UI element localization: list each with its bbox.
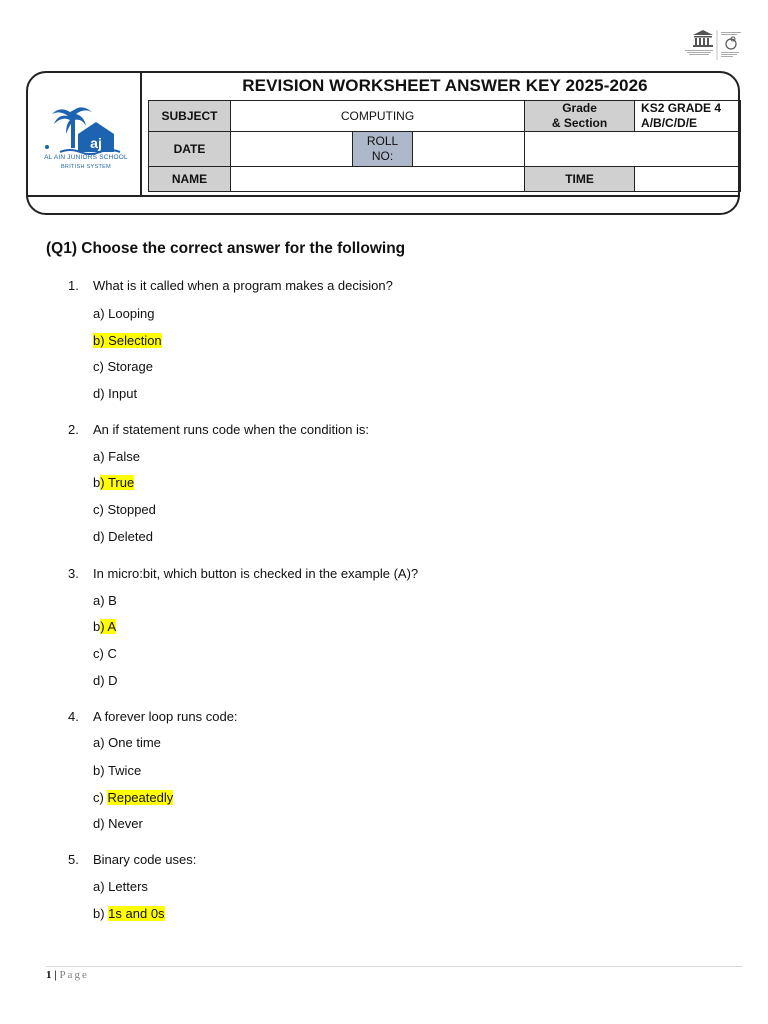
correct-answer-highlight: ) A [100, 619, 117, 634]
question-text: In micro:bit, which button is checked in the example (A)? [93, 566, 419, 581]
option-b [93, 763, 141, 778]
option-prefix: a) [93, 593, 109, 608]
time-field[interactable] [635, 167, 741, 192]
time-label: TIME [525, 167, 635, 192]
question-number: 5. [68, 852, 79, 867]
page-separator: | [51, 969, 60, 981]
grade-value [635, 101, 741, 132]
option-d [93, 386, 137, 401]
question-text: An if statement runs code when the condition is: [93, 422, 370, 437]
option-text: Input [108, 386, 138, 401]
school-system: BRITISH SYSTEM [60, 164, 112, 170]
header-divider [26, 195, 740, 197]
correct-answer-highlight: 1s and 0s [108, 906, 165, 921]
option-text: Stopped [107, 502, 156, 517]
roll-field[interactable] [413, 132, 525, 167]
option-text: C [107, 646, 117, 661]
name-label: NAME [149, 167, 231, 192]
correct-answer-highlight: Selection [108, 333, 162, 348]
date-label: DATE [149, 132, 231, 167]
option-prefix: c) [93, 502, 108, 517]
roll-label-line1: ROLL [366, 134, 399, 148]
correct-answer-highlight: Repeatedly [107, 790, 174, 805]
option-a [93, 449, 140, 464]
option-text: B [108, 593, 117, 608]
logo-text: aj [90, 135, 102, 151]
option-a [93, 735, 161, 750]
worksheet-title: REVISION WORKSHEET ANSWER KEY 2025-2026 [242, 76, 648, 95]
option-prefix: a) [93, 449, 109, 464]
footer-rule [46, 966, 742, 967]
option-text: D [108, 673, 118, 688]
subject-value: COMPUTING [231, 101, 525, 132]
option-prefix: a) [93, 306, 109, 321]
section-heading: (Q1) Choose the correct answer for the following [46, 240, 406, 257]
option-prefix: b) [93, 906, 109, 921]
page-word: Page [59, 969, 89, 981]
question-text: A forever loop runs code: [93, 709, 238, 724]
grade-label-line1: Grade [562, 101, 597, 115]
option-b-correct [93, 906, 165, 921]
grade-label [525, 101, 635, 132]
question-text: What is it called when a program makes a decision? [93, 278, 393, 293]
question-text: Binary code uses: [93, 852, 197, 867]
question-number: 3. [68, 566, 79, 581]
option-prefix: b [93, 475, 101, 490]
grade-label-line2: & Section [551, 116, 608, 130]
option-d [93, 529, 153, 544]
option-b-correct [93, 619, 116, 634]
unesco-logo-icon [683, 30, 745, 64]
option-prefix: d) [93, 529, 109, 544]
subject-label: SUBJECT [149, 101, 231, 132]
school-name: AL AIN JUNIORS SCHOOL [44, 154, 128, 161]
question-number: 2. [68, 422, 79, 437]
page-footer [46, 969, 89, 981]
name-field[interactable] [231, 167, 525, 192]
option-prefix: d) [93, 386, 109, 401]
question-number: 4. [68, 709, 79, 724]
option-text: Never [108, 816, 143, 831]
option-prefix: c) [93, 646, 108, 661]
option-a [93, 593, 117, 608]
option-prefix: b) [93, 763, 108, 778]
option-text: False [108, 449, 140, 464]
option-c [93, 502, 156, 517]
roll-label [353, 132, 413, 167]
option-prefix: a) [93, 735, 109, 750]
roll-label-line2: NO: [371, 149, 394, 163]
grade-value-line2: A/B/C/D/E [641, 116, 698, 130]
date-field[interactable] [231, 132, 353, 167]
grade-section-field[interactable] [525, 132, 741, 167]
option-d [93, 673, 118, 688]
logo-dot [45, 145, 49, 149]
page-number: 1 [46, 969, 52, 981]
option-prefix: a) [93, 879, 109, 894]
option-prefix: c) [93, 359, 108, 374]
option-text: Storage [107, 359, 153, 374]
option-text: Twice [107, 763, 142, 778]
option-a [93, 879, 148, 894]
option-a [93, 306, 154, 321]
option-text: Looping [108, 306, 155, 321]
option-d [93, 816, 143, 831]
question-number: 1. [68, 278, 79, 293]
option-b-correct [93, 475, 134, 490]
option-prefix: c) [93, 790, 108, 805]
option-prefix: b [93, 619, 101, 634]
correct-answer-highlight: ) True [100, 475, 135, 490]
option-text: One time [108, 735, 161, 750]
logo-divider [140, 71, 142, 195]
option-c [93, 646, 117, 661]
option-c [93, 359, 153, 374]
option-prefix: b) [93, 333, 109, 348]
grade-value-line1: KS2 GRADE 4 [641, 101, 722, 115]
option-prefix: d) [93, 816, 109, 831]
option-text: Letters [108, 879, 148, 894]
info-table [148, 100, 741, 192]
option-c-correct [93, 790, 173, 805]
option-prefix: d) [93, 673, 109, 688]
option-b-correct [93, 333, 162, 348]
option-text: Deleted [108, 529, 153, 544]
